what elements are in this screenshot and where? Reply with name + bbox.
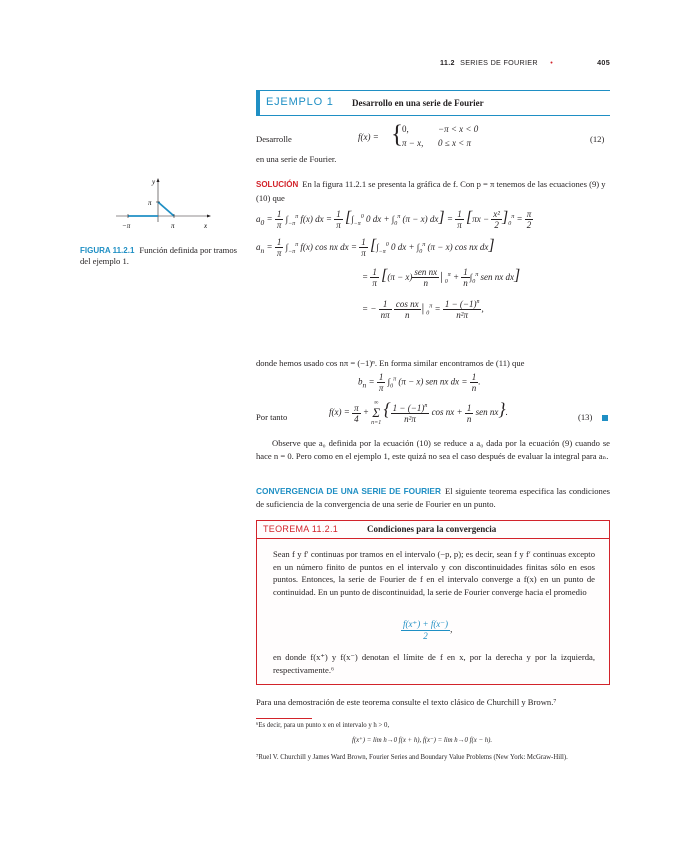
average-numerator: f(x⁺) + f(x⁻) (403, 619, 449, 629)
eq-an-1: $a_n$ = $\frac{1}{\pi}$ $\int_{-\pi}^\pi$ f(x) cos nx dx = $\frac{1}{\pi}$ [$\int_{-\pi}^0$ 0 dx + $\int_0^\pi$ (π − x) cos nx dx] (256, 237, 495, 259)
eq-a0: $a_0$ = $\frac{1}{\pi}$ $\int_{-\pi}^\pi$ f(x) dx = $\frac{1}{\pi}$ [$\int_{-\pi}^0$ 0 dx + $\int_0^\pi$ (π − x) dx] = $\frac{1}{\pi}$ [πx − $\frac{\text{x²}}{2}$ ]$_0^\pi$ = $\frac{\pi}{2}$ (256, 209, 532, 231)
theorem-label: TEOREMA 11.2.1 (263, 524, 339, 534)
axis-label-x: x (204, 222, 208, 230)
theorem-average: $\frac{f(x^+) + f(x^-)}{2}$ , (403, 619, 453, 641)
case1-value: 0, (402, 124, 409, 134)
axis-label-y: y (152, 178, 156, 186)
solution-label: SOLUCIÓN (256, 180, 299, 189)
average-denominator: 2 (423, 631, 428, 641)
example-lead: Desarrolle (256, 134, 292, 144)
eq-number-12: (12) (590, 134, 605, 144)
therefore-label: Por tanto (256, 412, 288, 422)
theorem-header (257, 521, 609, 539)
observe-paragraph: Observe que a₀ definida por la ecuación (10) se reduce a a₀ dada por la ecuación (9) cuando se hace n = 0. Pero como en el ejemplo 1, este quizá no sea el caso después de evaluar la integral para aₙ. (256, 438, 610, 461)
footnote-7: ⁷Ruel V. Churchill y James Ward Brown, Fourier Series and Boundary Value Problems (New York: McGraw-Hill). (256, 754, 568, 761)
convergence-heading: CONVERGENCIA DE UNA SERIE DE FOURIER (256, 486, 441, 496)
case1-condition: −π < x < 0 (438, 124, 479, 134)
convergence-text: El siguiente teorema especifica las condiciones de suficiencia de la convergencia de una serie de Fourier en un punto. (256, 486, 610, 509)
header-bullet: • (550, 58, 554, 67)
y-arrow (157, 178, 160, 182)
example-tail: en una serie de Fourier. (256, 154, 337, 164)
tick-label-pi-y: π (148, 199, 152, 207)
used-text: donde hemos usado cos nπ = (−1)ⁿ. En forma similar encontramos de (11) que (256, 358, 525, 368)
case2-condition: 0 ≤ x < π (438, 138, 472, 148)
footnote-rule (256, 718, 312, 719)
eq-an-3: = − $\frac{1}{n\pi}$ $\frac{\text{cos nx}}{n}$ $│_0^\pi$ = $\frac{1 - (-1)^n}{\text{n²π}}$ , (362, 299, 484, 320)
piecewise-lhs: f(x) = (358, 132, 379, 142)
example-label: EJEMPLO 1 (266, 96, 334, 108)
average-fraction (401, 619, 453, 641)
section-title: SERIES DE FOURIER (460, 58, 538, 67)
solution-text: En la figura 11.2.1 se presenta la gráfica de f. Con p = π tenemos de las ecuaciones (9) y (10) que (256, 179, 606, 203)
segment-pi-minus-x (158, 202, 174, 216)
end-of-example-marker (602, 415, 608, 421)
section-number: 11.2 (440, 58, 455, 67)
figure-caption (80, 245, 246, 267)
solution-paragraph (256, 178, 610, 204)
theorem-box (256, 520, 610, 685)
eq-bn: $b_n$ = $\frac{1}{\pi}$ $\int_0^\pi$ (π − x) sen nx dx = $\frac{1}{n}$ . (358, 372, 481, 393)
running-header (440, 58, 610, 67)
eq-series: f(x) = $\frac{\pi}{4}$ + ∞ Σ n=1 { $\frac{1 - (-1)^n}{\text{n²π}}$ cos nx + $\frac{1}{n}$ sen nx}. (329, 399, 508, 426)
eq-an-2: = $\frac{1}{\pi}$ [(π − x) $\frac{\text{sen nx}}{n}$ $│_0^\pi$ + $\frac{1}{n}$ $\int_0^\pi$ sen nx dx] (362, 267, 521, 289)
footnote-6: ⁶Es decir, para un punto x en el intervalo y h > 0, (256, 722, 390, 729)
figure-label: FIGURA 11.2.1 (80, 246, 135, 255)
theorem-body: Sean f y f′ continuas por tramos en el intervalo (−p, p); es decir, sean f y f′ continuas excepto en un número finito de puntos en el intervalo y con discontinuidades finitas sólo en esos puntos. Entonces, la serie de Fourier de f en el intervalo converge a f(x) en un punto de continuidad. En un punto de discontinuidad, la serie de Fourier converge hacia el promedio (273, 549, 595, 597)
figure-graph (112, 176, 222, 234)
theorem-tail: en donde f(x⁺) y f(x⁻) denotan el límite de f en x, por la derecha y por la izquierda, respectivamente.⁶ (273, 652, 595, 675)
example-title: Desarrollo en una serie de Fourier (352, 98, 484, 108)
tick-label-pi-x: π (171, 222, 175, 230)
footnote-6-formula: f(x⁺) = lim h→0 f(x + h), f(x⁻) = lim h→0 f(x − h). (352, 737, 493, 744)
theorem-title: Condiciones para la convergencia (367, 524, 497, 534)
convergence-paragraph (256, 485, 610, 510)
piecewise-brace: { (391, 121, 403, 148)
x-arrow (207, 215, 211, 218)
equation-block (256, 205, 610, 345)
proof-note: Para una demostración de este teorema consulte el texto clásico de Churchill y Brown.⁷ (256, 697, 557, 707)
example-banner (256, 90, 610, 116)
piecewise-function (358, 122, 508, 152)
figure-caption-text: Función definida por tramos del ejemplo 1. (80, 245, 238, 266)
tick-label-neg-pi: −π (122, 222, 131, 230)
page-number: 405 (597, 58, 610, 67)
case2-value: π − x, (402, 138, 424, 148)
eq-number-13: (13) (578, 412, 593, 422)
